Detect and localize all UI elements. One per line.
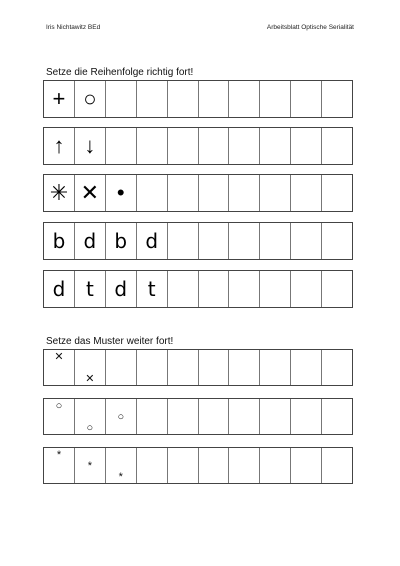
pattern-symbol: ✕ bbox=[54, 351, 64, 363]
sequence-cell bbox=[44, 81, 75, 117]
pattern-row-1 bbox=[43, 349, 353, 386]
sequence-symbol: ○ bbox=[83, 86, 97, 111]
sequence-symbol: b bbox=[52, 229, 66, 253]
pattern-cell bbox=[106, 399, 137, 434]
sequence-cell bbox=[106, 223, 137, 259]
sequence-cell bbox=[44, 175, 75, 211]
sequence-cell bbox=[44, 271, 75, 307]
sequence-cell bbox=[75, 81, 106, 117]
answer-cell[interactable] bbox=[260, 223, 291, 259]
answer-cell[interactable] bbox=[229, 223, 260, 259]
sequence-symbol: • bbox=[116, 180, 125, 205]
sequence-symbol: d bbox=[114, 277, 128, 301]
sequence-symbol: d bbox=[52, 277, 66, 301]
answer-cell[interactable] bbox=[229, 175, 260, 211]
sequence-cell bbox=[106, 175, 137, 211]
answer-cell[interactable] bbox=[322, 175, 352, 211]
answer-cell[interactable] bbox=[168, 448, 199, 483]
answer-cell[interactable] bbox=[106, 350, 137, 385]
answer-cell[interactable] bbox=[322, 350, 352, 385]
answer-cell[interactable] bbox=[260, 448, 291, 483]
answer-cell[interactable] bbox=[168, 223, 199, 259]
answer-cell[interactable] bbox=[168, 81, 199, 117]
answer-cell[interactable] bbox=[322, 448, 352, 483]
answer-cell[interactable] bbox=[291, 448, 322, 483]
answer-cell[interactable] bbox=[106, 81, 137, 117]
answer-cell[interactable] bbox=[291, 175, 322, 211]
sequence-symbol: b bbox=[114, 229, 128, 253]
pattern-symbol: ○ bbox=[86, 422, 94, 434]
sequence-cell bbox=[75, 175, 106, 211]
answer-cell[interactable] bbox=[322, 399, 352, 434]
answer-cell[interactable] bbox=[106, 128, 137, 164]
answer-cell[interactable] bbox=[229, 128, 260, 164]
sequence-row-1 bbox=[43, 80, 353, 118]
sequence-cell bbox=[75, 128, 106, 164]
answer-cell[interactable] bbox=[229, 399, 260, 434]
sequence-symbol: ↑ bbox=[53, 133, 65, 158]
pattern-symbol: * bbox=[118, 471, 123, 483]
answer-cell[interactable] bbox=[291, 350, 322, 385]
sequence-row-5 bbox=[43, 270, 353, 308]
sequence-symbol: + bbox=[52, 86, 66, 111]
answer-cell[interactable] bbox=[199, 271, 230, 307]
answer-cell[interactable] bbox=[291, 128, 322, 164]
pattern-symbol: * bbox=[56, 449, 62, 461]
answer-cell[interactable] bbox=[199, 350, 230, 385]
answer-cell[interactable] bbox=[291, 223, 322, 259]
sequence-symbol: d bbox=[145, 229, 159, 253]
answer-cell[interactable] bbox=[322, 81, 352, 117]
answer-cell[interactable] bbox=[168, 271, 199, 307]
answer-cell[interactable] bbox=[137, 81, 168, 117]
pattern-symbol: * bbox=[87, 460, 92, 472]
answer-cell[interactable] bbox=[260, 271, 291, 307]
sequence-symbol: t bbox=[85, 277, 94, 301]
answer-cell[interactable] bbox=[260, 399, 291, 434]
answer-cell[interactable] bbox=[199, 399, 230, 434]
pattern-cell bbox=[44, 399, 75, 434]
pattern-cell bbox=[106, 448, 137, 483]
sequence-symbol: ✳ bbox=[49, 180, 69, 205]
answer-cell[interactable] bbox=[322, 223, 352, 259]
answer-cell[interactable] bbox=[260, 175, 291, 211]
worksheet-title: Arbeitsblatt Optische Serialität bbox=[266, 24, 354, 31]
answer-cell[interactable] bbox=[291, 81, 322, 117]
pattern-cell bbox=[75, 350, 106, 385]
answer-cell[interactable] bbox=[199, 223, 230, 259]
answer-cell[interactable] bbox=[229, 81, 260, 117]
answer-cell[interactable] bbox=[199, 448, 230, 483]
answer-cell[interactable] bbox=[137, 128, 168, 164]
answer-cell[interactable] bbox=[322, 128, 352, 164]
sequence-symbol: d bbox=[83, 229, 97, 253]
sequence-cell bbox=[75, 223, 106, 259]
sequence-symbol: ↓ bbox=[84, 133, 96, 158]
sequence-symbol: ✕ bbox=[80, 180, 100, 205]
sequence-cell bbox=[44, 223, 75, 259]
answer-cell[interactable] bbox=[291, 271, 322, 307]
answer-cell[interactable] bbox=[168, 350, 199, 385]
pattern-symbol: ○ bbox=[55, 400, 63, 412]
answer-cell[interactable] bbox=[229, 350, 260, 385]
answer-cell[interactable] bbox=[229, 271, 260, 307]
sequence-cell bbox=[137, 271, 168, 307]
answer-cell[interactable] bbox=[322, 271, 352, 307]
sequence-symbol: t bbox=[147, 277, 156, 301]
answer-cell[interactable] bbox=[199, 175, 230, 211]
answer-cell[interactable] bbox=[168, 399, 199, 434]
sequence-cell bbox=[75, 271, 106, 307]
pattern-cell bbox=[44, 448, 75, 483]
answer-cell[interactable] bbox=[168, 175, 199, 211]
answer-cell[interactable] bbox=[199, 81, 230, 117]
sequence-row-3 bbox=[43, 174, 353, 212]
pattern-cell bbox=[75, 399, 106, 434]
instruction-pattern: Setze das Muster weiter fort! bbox=[46, 336, 174, 347]
sequence-row-4 bbox=[43, 222, 353, 260]
sequence-row-2 bbox=[43, 127, 353, 165]
answer-cell[interactable] bbox=[199, 128, 230, 164]
sequence-cell bbox=[44, 128, 75, 164]
answer-cell[interactable] bbox=[260, 350, 291, 385]
answer-cell[interactable] bbox=[137, 448, 168, 483]
pattern-row-3 bbox=[43, 447, 353, 484]
pattern-cell bbox=[75, 448, 106, 483]
sequence-cell bbox=[106, 271, 137, 307]
author-name: Iris Nichtawitz BEd bbox=[46, 24, 101, 31]
answer-cell[interactable] bbox=[137, 350, 168, 385]
answer-cell[interactable] bbox=[168, 128, 199, 164]
instruction-sequence: Setze die Reihenfolge richtig fort! bbox=[46, 67, 194, 78]
answer-cell[interactable] bbox=[137, 175, 168, 211]
answer-cell[interactable] bbox=[260, 128, 291, 164]
answer-cell[interactable] bbox=[260, 81, 291, 117]
answer-cell[interactable] bbox=[137, 399, 168, 434]
pattern-cell bbox=[44, 350, 75, 385]
pattern-symbol: ○ bbox=[117, 411, 125, 423]
pattern-symbol: ✕ bbox=[85, 373, 95, 385]
answer-cell[interactable] bbox=[291, 399, 322, 434]
pattern-row-2 bbox=[43, 398, 353, 435]
sequence-cell bbox=[137, 223, 168, 259]
answer-cell[interactable] bbox=[229, 448, 260, 483]
